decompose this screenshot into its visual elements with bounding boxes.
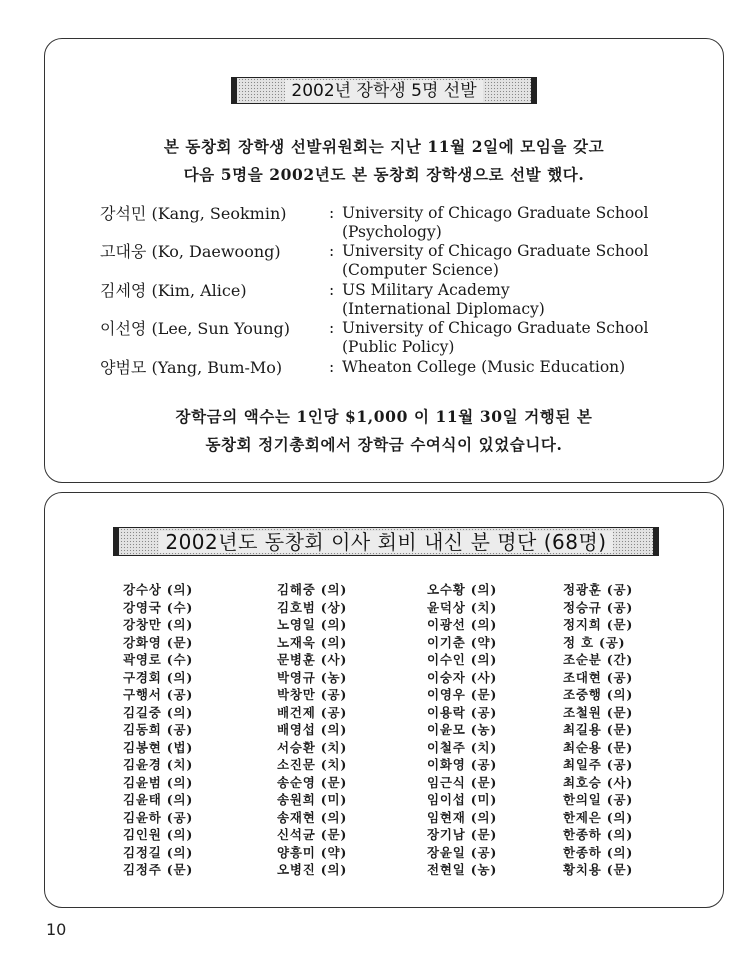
donor-entry: 최길용 (문) [563,722,634,737]
outro-line-1: 장학금의 액수는 1인당 $1,000 이 11월 30일 거행된 본 [175,407,593,426]
donor-entry: 최호승 (사) [563,774,634,790]
donor-entry: 조철원 (문) [563,704,634,720]
donor-entry: 김동희 (공) [123,722,194,737]
donor-entry: 김호범 (상) [277,599,348,615]
intro-line-2: 다음 5명을 2002년도 본 동창회 장학생으로 선발 했다. [183,165,585,184]
recipient-name: 고대웅 (Ko, Daewoong) [100,242,281,261]
donor-column-2 [277,581,387,879]
donor-entry: 정 호 (공) [563,634,626,650]
donor-entry: 정승규 (공) [563,599,634,615]
donor-entry: 이기춘 (약) [427,634,498,650]
donor-entry: 임이섭 (미) [427,792,498,807]
intro-line-1: 본 동창회 장학생 선발위원회는 지난 11월 2일에 모임을 갖고 [163,137,605,156]
recipient-colon: : [329,204,335,222]
donor-list-panel [44,492,724,908]
donor-entry: 한의일 (공) [563,792,634,807]
donor-entry: 최일주 (공) [563,757,634,772]
donor-entry: 문병훈 (사) [277,652,348,667]
recipient-name: 강석민 (Kang, Seokmin) [100,204,287,223]
donor-entry: 정지희 (문) [563,617,634,632]
donor-entry: 임현재 (의) [427,809,498,825]
donor-entry: 배건제 (공) [277,704,348,720]
donor-entry: 배영섭 (의) [277,722,348,737]
recipient-school: Wheaton College (Music Education) [342,358,626,376]
donor-banner-title: 2002년도 동창회 이사 회비 내신 분 명단 (68명) [159,531,612,553]
recipient-school: University of Chicago Graduate School [342,204,649,222]
donor-entry: 임근식 (문) [427,774,498,790]
scholarship-announcement-panel [44,38,724,483]
donor-entry: 한종하 (의) [563,827,634,842]
recipient-school: University of Chicago Graduate School [342,242,649,260]
donor-entry: 이광선 (의) [427,617,498,632]
donor-entry: 이영우 (문) [427,687,498,702]
recipient-colon: : [329,358,335,376]
donor-entry: 김해중 (의) [277,582,348,597]
donor-entry: 구행서 (공) [123,687,194,702]
recipient-name: 이선영 (Lee, Sun Young) [100,319,290,338]
donor-banner [113,527,659,556]
donor-entry: 김윤태 (의) [123,792,194,807]
donor-entry: 강창만 (의) [123,617,194,632]
outro-line-2: 동창회 정기총회에서 장학금 수여식이 있었습니다. [205,435,563,454]
donor-entry: 강화영 (문) [123,634,194,650]
recipient-colon: : [329,281,335,299]
donor-entry: 노재욱 (의) [277,634,348,650]
donor-entry: 송원희 (미) [277,792,348,807]
donor-entry: 김봉현 (법) [123,739,194,755]
donor-entry: 김인원 (의) [123,827,194,842]
donor-entry: 김길중 (의) [123,704,194,720]
donor-entry: 장기남 (문) [427,827,498,842]
recipient-field: (Public Policy) [342,338,455,356]
donor-entry: 박영규 (농) [277,669,348,685]
donor-entry: 이수인 (의) [427,652,498,667]
donor-entry: 조중행 (의) [563,687,634,702]
donor-entry: 이숭자 (사) [427,669,498,685]
donor-entry: 송재현 (의) [277,809,348,825]
donor-entry: 이윤모 (농) [427,722,498,737]
donor-entry: 신석균 (문) [277,827,348,842]
donor-entry: 김정길 (의) [123,844,194,860]
donor-column-1 [123,581,233,879]
donor-entry: 이용락 (공) [427,704,498,720]
recipient-colon: : [329,319,335,337]
scholarship-banner [231,77,537,104]
donor-entry: 장윤일 (공) [427,844,498,860]
recipient-field: (International Diplomacy) [342,300,545,318]
donor-entry: 한제은 (의) [563,809,634,825]
donor-entry: 오수황 (의) [427,582,498,597]
donor-column-3 [427,581,537,879]
donor-entry: 정광훈 (공) [563,582,634,597]
donor-entry: 전현일 (농) [427,862,498,877]
donor-entry: 최순용 (문) [563,739,634,755]
donor-entry: 김윤하 (공) [123,809,194,825]
donor-entry: 노영일 (의) [277,617,348,632]
recipient-name: 김세영 (Kim, Alice) [100,281,247,300]
donor-entry: 김윤경 (치) [123,757,194,772]
donor-entry: 강영국 (수) [123,599,194,615]
donor-entry: 이화영 (공) [427,757,498,772]
donor-entry: 서승환 (치) [277,739,348,755]
donor-entry: 황치용 (문) [563,862,634,877]
donor-entry: 김정주 (문) [123,862,194,877]
donor-entry: 조대현 (공) [563,669,634,685]
recipient-colon: : [329,242,335,260]
donor-entry: 조순분 (간) [563,652,634,667]
donor-entry: 오병진 (의) [277,862,348,877]
donor-entry: 이철주 (치) [427,739,498,755]
page-number: 10 [46,920,67,939]
recipient-field: (Computer Science) [342,261,499,279]
donor-entry: 소진문 (치) [277,757,348,772]
donor-entry: 양흥미 (약) [277,844,348,860]
donor-entry: 구경회 (의) [123,669,194,685]
donor-entry: 박창만 (공) [277,687,348,702]
donor-entry: 한종하 (의) [563,844,634,860]
donor-column-4 [563,581,673,879]
scholarship-banner-title: 2002년 장학생 5명 선발 [285,80,482,102]
donor-entry: 윤덕상 (치) [427,599,498,615]
recipient-field: (Psychology) [342,223,442,241]
donor-entry: 곽영로 (수) [123,652,194,667]
donor-entry: 송순영 (문) [277,774,348,790]
recipient-school: US Military Academy [342,281,510,299]
donor-entry: 김윤범 (의) [123,774,194,790]
donor-entry: 강수상 (의) [123,582,194,597]
recipient-name: 양범모 (Yang, Bum-Mo) [100,358,283,377]
recipient-school: University of Chicago Graduate School [342,319,649,337]
